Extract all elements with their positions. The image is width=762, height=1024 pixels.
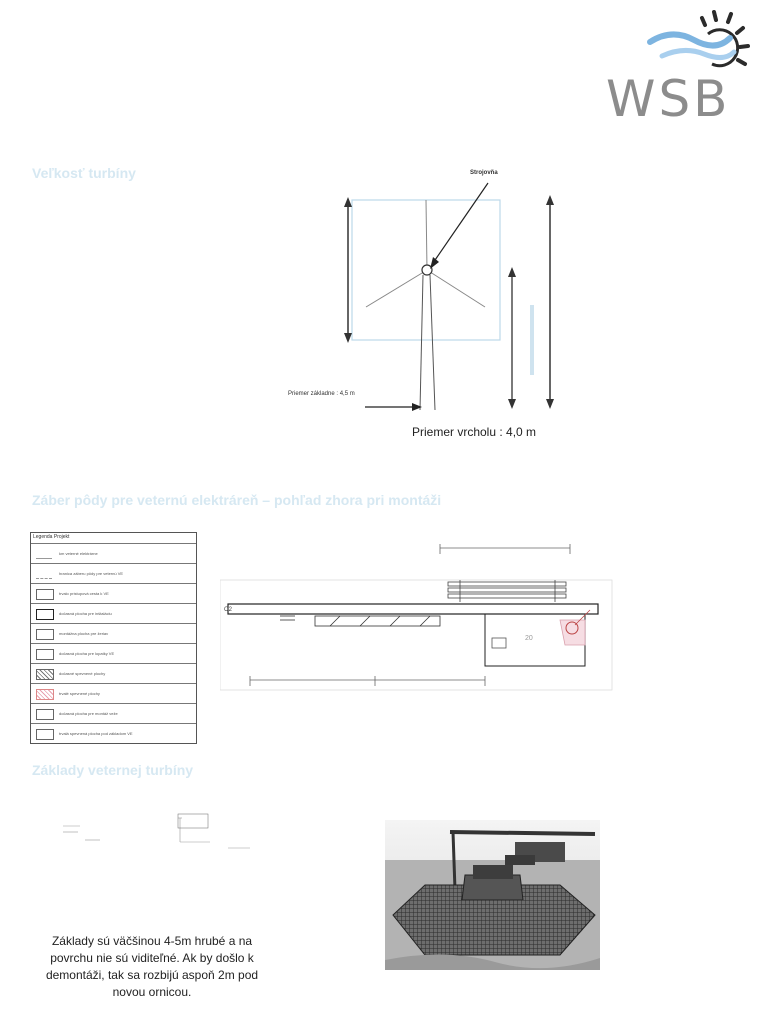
svg-text:20: 20 [525, 635, 533, 642]
wsb-logo [600, 6, 750, 128]
legend-title: Legenda Projekt [33, 534, 70, 540]
legend-row: dočasná plocha pre montáž veže [31, 703, 196, 724]
foundation-caption: Základy sú väčšinou 4-5m hrubé a na povrchu nie sú viditeľné. Ak by došlo k demontáži, tak sa rozbijú aspoň 2m pod novou ornicou. [45, 934, 259, 999]
legend-row: dočasná plocha pre lopatky VE [31, 643, 196, 664]
top-diameter-label: Priemer vrcholu : 4,0 m [412, 425, 537, 439]
turbine-size-heading: Veľkosť turbíny [32, 165, 136, 181]
legend-row: trvalé spevnené plochy [31, 683, 196, 704]
legend-row: km veterné elektrárne [31, 543, 196, 564]
foundations-heading: Základy veternej turbíny [32, 762, 194, 778]
legend-row: trvalo prístupová cesta k VE [31, 583, 196, 604]
legend-row: trvalá spevnená plocha pod základom VE [31, 723, 196, 744]
svg-text:O2: O2 [224, 607, 233, 613]
legend-row: dočasná plocha pre inštaláciu [31, 603, 196, 624]
logo-text: WSB [606, 70, 731, 128]
land-use-heading: Záber pôdy pre veternú elektráreň – pohľad zhora pri montáži [32, 492, 442, 508]
legend-row: montážna plocha pre žeriav [31, 623, 196, 644]
nacelle-label: Strojovňa [470, 170, 498, 176]
site-plan-drawing [220, 540, 620, 700]
legend-row: dočasné spevnené plochy [31, 663, 196, 684]
foundation-sketch [60, 810, 270, 860]
turbine-diagram [270, 165, 570, 445]
legend-table [30, 532, 197, 744]
base-diameter-label: Priemer základne : 4,5 m [288, 391, 355, 397]
foundation-photo-icon [385, 820, 600, 970]
legend-row: hranica záberu pôdy pre veternú VE [31, 563, 196, 584]
